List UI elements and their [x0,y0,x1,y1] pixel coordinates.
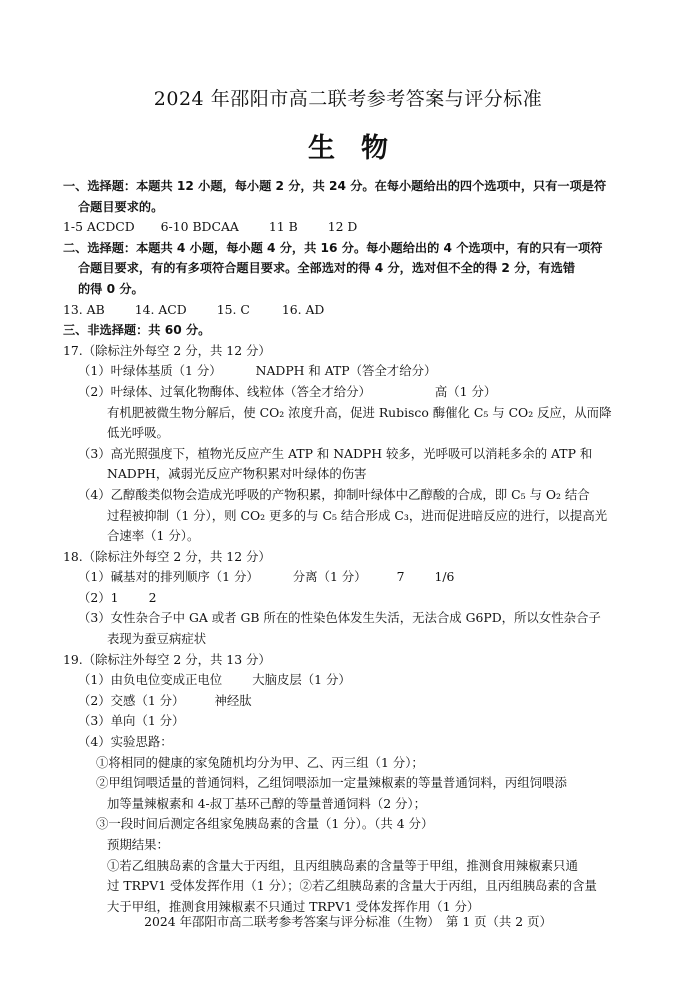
q18-part3-cont: 表现为蚕豆病症状 [107,631,207,647]
q18-part3: （3）女性杂合子中 GA 或者 GB 所在的性染色体发生失活，无法合成 G6PD，所以女性杂合子 [78,610,601,626]
answer-11: 11 B [268,219,298,235]
answer-15: 15. C [216,301,250,317]
q18-part2-answer-a: （2）1 [78,589,119,605]
section1-answers [63,217,637,238]
q19-part2-answer-b: 神经肽 [214,692,252,708]
section2-heading: 二、选择题：本题共 4 小题，每小题 4 分，共 16 分。每小题给出的 4 个选项中，有的只有一项符 [63,240,603,255]
answer-14: 14. ACD [134,301,187,317]
q17-part3-cont: NADPH，减弱光反应产物积累对叶绿体的伤害 [107,466,367,482]
q18-header: 18.（除标注外每空 2 分，共 12 分） [63,548,271,564]
page-footer: 2024 年邵阳市高二联考参考答案与评分标准（生物） 第 1 页（共 2 页） [144,914,552,929]
q17-part3: （3）高光照强度下，植物光反应产生 ATP 和 NADPH 较多，光呼吸可以消耗多余的 ATP 和 [78,445,593,461]
q17-part2-answer-a: （2）叶绿体、过氧化物酶体、线粒体（答全才给分） [78,383,371,399]
answer-content [63,176,637,917]
q18-part2 [63,588,637,609]
q18-part2-answer-b: 2 [148,589,157,605]
answer-12: 12 D [327,219,358,235]
section2-heading-cont: 合题目要求，有的有多项符合题目要求。全部选对的得 4 分，选对但不全的得 2 分，有选错 [78,261,576,276]
q19-step1: ①将相同的健康的家兔随机均分为甲、乙、丙三组（1 分）； [96,754,424,770]
q18-part1 [63,567,637,588]
q17-part2 [63,382,637,403]
q19-part2-answer-a: （2）交感（1 分） [78,692,185,708]
q17-part4-end: 合速率（1 分）。 [107,528,200,544]
page-title: 2024 年邵阳市高二联考参考答案与评分标准 [153,88,543,110]
q19-step2-cont: 加等量辣椒素和 4-叔丁基环己醇的等量普通饲料（2 分）； [107,795,427,811]
q19-part2 [63,691,637,712]
q19-step3: ③一段时间后测定各组家兔胰岛素的含量（1 分）。（共 4 分） [96,816,434,832]
q17-part2-answer-b: 高（1 分） [434,383,497,399]
q17-part1-answer-a: （1）叶绿体基质（1 分） [78,363,222,379]
section1-heading-cont: 合题目要求的。 [78,199,164,214]
q19-part3: （3）单向（1 分） [78,713,185,729]
q17-part4: （4）乙醇酸类似物会造成光呼吸的产物积累，抑制叶绿体中乙醇酸的合成，即 C₅ 与 O₂ 结合 [78,486,590,502]
answers-6-10: 6-10 BDCAA [160,219,239,235]
q18-part1-answer-b: 分离（1 分） [292,569,367,585]
q19-result2: 过 TRPV1 受体发挥作用（1 分）；②若乙组胰岛素的含量大于丙组，且丙组胰岛素的含量 [107,878,597,894]
q19-part4: （4）实验思路： [78,734,173,750]
q17-part4-cont: 过程被抑制（1 分），则 CO₂ 更多的与 C₅ 结合形成 C₃，进而促进暗反应的进行，以提高光 [107,507,608,523]
q19-part1-answer-a: （1）由负电位变成正电位 [78,672,223,688]
q18-part1-answer-d: 1/6 [434,569,455,585]
section2-answers [63,300,637,321]
answer-13: 13. AB [63,301,105,317]
q18-part1-answer-c: 7 [396,569,405,585]
q19-result1: ①若乙组胰岛素的含量大于丙组，且丙组胰岛素的含量等于甲组，推测食用辣椒素只通 [107,857,578,873]
section2-heading-end: 的得 0 分。 [78,281,144,296]
q19-part1 [63,670,637,691]
q19-step2: ②甲组饲喂适量的普通饲料，乙组饲喂添加一定量辣椒素的等量普通饲料，丙组饲喂添 [96,775,567,791]
q19-result3: 大于甲组，推测食用辣椒素不只通过 TRPV1 受体发挥作用（1 分） [107,898,480,914]
answers-1-5: 1-5 ACDCD [63,219,135,235]
q19-part1-answer-b: 大脑皮层（1 分） [252,672,351,688]
q18-part1-answer-a: （1）碱基对的排列顺序（1 分） [78,569,259,585]
subject-title: 生物 [308,133,414,164]
q17-header: 17.（除标注外每空 2 分，共 12 分） [63,342,271,358]
q19-prediction-label: 预期结果： [107,837,169,852]
q19-header: 19.（除标注外每空 2 分，共 13 分） [63,651,271,667]
q17-part2-explain: 有机肥被微生物分解后，使 CO₂ 浓度升高，促进 Rubisco 酶催化 C₅ 与 CO₂ 反应，从而降 [107,404,612,420]
q17-part2-explain-cont: 低光呼吸。 [107,425,169,441]
q17-part1-answer-b: NADPH 和 ATP（答全才给分） [255,363,437,379]
answer-16: 16. AD [281,301,325,317]
section3-heading: 三、非选择题：共 60 分。 [63,323,211,338]
q17-part1 [63,361,637,382]
section1-heading: 一、选择题：本题共 12 小题，每小题 2 分，共 24 分。在每小题给出的四个选项中，只有一项是符 [63,179,607,193]
